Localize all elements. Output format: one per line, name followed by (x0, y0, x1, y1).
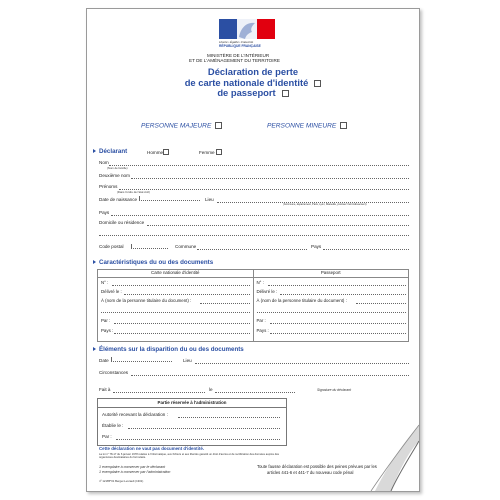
commune-field[interactable] (197, 249, 307, 250)
cni-titulaire-label: À (nom de la personne titulaire du document) : (101, 298, 192, 303)
commune-label: Commune (175, 244, 197, 249)
section-arrow-icon (93, 149, 96, 153)
lieu-naissance-label: Lieu (205, 197, 214, 202)
admin-box-divider (98, 407, 286, 408)
ministry-line-2: ET DE L'AMÉNAGEMENT DU TERRITOIRE (189, 58, 280, 63)
title-line-2: de carte nationale d'identité (184, 76, 309, 88)
pays2-label: Pays (311, 244, 322, 249)
passport-pays-field[interactable] (270, 333, 406, 334)
documents-cni-cell (98, 278, 254, 342)
marianne-logo (219, 19, 275, 39)
disparition-lieu-label: Lieu (183, 358, 192, 363)
person-mineure-option[interactable] (267, 122, 347, 129)
femme-label: Femme (199, 150, 215, 155)
form-title (87, 67, 419, 99)
prenoms-field[interactable] (119, 189, 409, 190)
circonstances-label: Circonstances (99, 370, 129, 375)
admin-par-field[interactable] (116, 439, 280, 440)
documents-col-passport-header: Passeport (253, 270, 409, 278)
documents-table (97, 269, 409, 342)
pays-field[interactable] (111, 215, 409, 216)
section-arrow-icon (93, 347, 96, 351)
cni-pays-field[interactable] (114, 333, 250, 334)
lieu-hint: (Commune, département, Paris, Lyon, Marseille, précisez l'arrondissement) (283, 203, 367, 206)
pays2-field[interactable] (323, 249, 409, 250)
code-postal-field[interactable] (131, 244, 168, 249)
passport-numero-field[interactable] (268, 285, 406, 286)
date-naissance-field[interactable] (139, 196, 200, 201)
passport-titulaire-field-2[interactable] (257, 312, 406, 313)
signature-label: Signature du déclarant (317, 388, 352, 392)
code-postal-label: Code postal (99, 244, 124, 249)
deuxieme-nom-field[interactable] (131, 178, 409, 179)
cni-delivre-field[interactable] (124, 294, 250, 295)
fait-a-label: Fait à (99, 387, 111, 392)
title-line-3: de passeport (217, 87, 276, 98)
femme-checkbox[interactable] (216, 149, 222, 155)
disparition-lieu-field[interactable] (195, 363, 409, 364)
prenoms-label: Prénoms (99, 184, 118, 189)
disparition-date-field[interactable] (111, 357, 172, 362)
domicile-field[interactable] (147, 225, 409, 226)
admin-box (97, 398, 287, 446)
domicile-field-2[interactable] (99, 235, 409, 236)
footer-legal: La loi n° 78-17 du 6 janvier 1978 relative à l'informatique, aux fichiers et aux libertés garantit un droit d'accès et de rectification des données auprès des organismes destinataires du formulaire. (99, 453, 280, 460)
homme-label: Homme (147, 150, 164, 155)
ministry-line-1: MINISTÈRE DE L'INTÉRIEUR (207, 53, 270, 58)
passport-pays-label: Pays : (256, 328, 269, 333)
person-majeure-option[interactable] (141, 122, 222, 129)
nom-field[interactable] (109, 165, 409, 166)
declarant-heading: Déclarant (93, 148, 127, 155)
footer-form-ref: nº 12185*01 Berger-Levrault (1301) (99, 479, 144, 483)
admin-etablie-label: Établie le : (102, 423, 124, 428)
cni-delivre-label: Délivré le : (101, 289, 122, 294)
nom-label: Nom (99, 160, 109, 165)
passport-par-field[interactable] (270, 323, 406, 324)
footer-exemplaire-2: 1 exemplaire à conserver par l'administration (99, 470, 171, 474)
cni-par-field[interactable] (114, 323, 250, 324)
footer-warning-1: Toute fausse déclaration est possible des peines prévues par les (257, 464, 377, 469)
passport-numero-label: N° : (256, 280, 264, 285)
admin-par-label: Par : (102, 434, 112, 439)
date-naissance-label: Date de naissance (99, 197, 138, 202)
admin-autorite-label: Autorité recevant la déclaration : (102, 412, 168, 417)
cni-titulaire-field-2[interactable] (101, 312, 250, 313)
footer-note: Cette déclaration ne vaut pas document d'identité. (99, 446, 204, 451)
circonstances-field[interactable] (131, 375, 409, 376)
documents-col-cni-header: Carte nationale d'identité (98, 270, 254, 278)
disparition-date-label: Date (99, 358, 109, 363)
passport-titulaire-field[interactable] (356, 303, 406, 304)
nom-hint: (Nom de famille) (107, 166, 128, 170)
emblem-motto: Liberté • Égalité • Fraternité (219, 40, 254, 44)
prenoms-hint: (Dans l'ordre de l'état civil) (117, 190, 150, 194)
emblem-country: RÉPUBLIQUE FRANÇAISE (219, 44, 261, 48)
fait-a-field[interactable] (113, 392, 205, 393)
footer-warning-2: articles 441-6 et 441-7 du nouveau code pénal (267, 470, 354, 475)
title-line-1: Déclaration de perte (207, 66, 299, 77)
person-mineure-label: PERSONNE MINEURE (267, 122, 337, 130)
passport-checkbox[interactable] (282, 90, 289, 97)
admin-box-title: Partie réservée à l'administration (157, 400, 227, 405)
section-arrow-icon (93, 260, 96, 264)
declaration-form-page (86, 8, 420, 492)
cni-numero-field[interactable] (112, 285, 250, 286)
cni-par-label: Par : (101, 318, 111, 323)
cni-titulaire-field[interactable] (200, 303, 250, 304)
id-card-checkbox[interactable] (314, 80, 321, 87)
le-label: le (209, 387, 213, 392)
admin-etablie-field[interactable] (128, 428, 280, 429)
passport-par-label: Par : (256, 318, 266, 323)
passport-delivre-label: Délivré le : (256, 289, 278, 294)
documents-heading: Caractéristiques du ou des documents (93, 259, 213, 266)
page-curl (369, 421, 419, 491)
passport-delivre-field[interactable] (280, 294, 406, 295)
cni-pays-label: Pays : (101, 328, 114, 333)
passport-titulaire-label: À (nom de la personne titulaire du document) : (256, 298, 347, 303)
person-majeure-checkbox[interactable] (215, 122, 222, 129)
disparition-heading: Éléments sur la disparition du ou des documents (93, 346, 244, 353)
le-field[interactable] (215, 392, 295, 393)
footer-exemplaire-1: 1 exemplaire à conserver par le déclarant (99, 465, 166, 469)
homme-checkbox[interactable] (163, 149, 169, 155)
pays-label: Pays (99, 210, 110, 215)
domicile-label: Domicile ou résidence (99, 220, 145, 225)
deuxieme-nom-label: Deuxième nom (99, 173, 130, 178)
person-majeure-label: PERSONNE MAJEURE (141, 122, 212, 130)
cni-numero-label: N° : (101, 280, 109, 285)
person-mineure-checkbox[interactable] (340, 122, 347, 129)
admin-autorite-field[interactable] (178, 417, 280, 418)
title-line-3-row (87, 88, 419, 99)
documents-passport-cell (253, 278, 409, 342)
